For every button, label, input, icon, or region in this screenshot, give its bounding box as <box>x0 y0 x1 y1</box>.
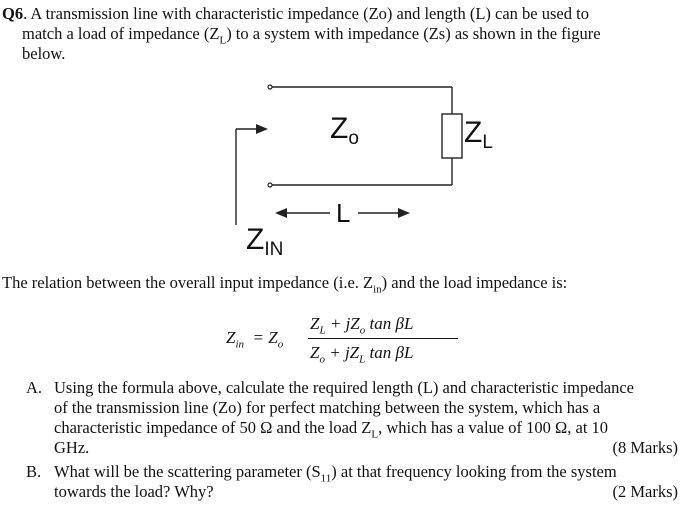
zl-label: $Z_L$ <box>464 116 493 153</box>
relation-sentence: The relation between the overall input impedance (i.e. $Z_{in}$) and the load impedance is: <box>2 273 568 296</box>
question-line-1: Q6. A transmission line with characteristic impedance (Zo) and length (L) can be used to <box>2 4 589 23</box>
bottom-terminal <box>268 183 272 187</box>
item-b-line-2: towards the load? Why? <box>54 482 214 501</box>
length-arrow-right-head <box>398 208 410 218</box>
item-b-letter: B. <box>26 462 42 481</box>
question-number: Q6 <box>2 4 24 23</box>
item-a-marks: (8 Marks) <box>612 438 678 457</box>
formula-denominator: $Z_o + jZ_L$ tan βL <box>310 343 414 366</box>
formula-numerator: $Z_L + jZ_o$ tan βL <box>310 314 414 337</box>
length-label: L <box>336 198 351 228</box>
question-line-2: match a load of impedance $(Z_L)$ to a system with impedance (Zs) as shown in the figure <box>22 24 601 47</box>
item-a-line-2: of the transmission line (Zo) for perfect matching between the system, which has a <box>54 398 601 417</box>
item-b-line-1: What will be the scattering parameter $(S_{11})$ at that frequency looking from the system <box>54 462 617 485</box>
zin-label: $Z_{IN}$ <box>246 223 284 260</box>
question-line-3: below. <box>22 44 66 63</box>
item-a-line-4: GHz. <box>54 438 90 457</box>
top-terminal <box>268 85 272 89</box>
formula-lhs: $Z_{in} = Z_o$ <box>226 328 284 351</box>
zo-label: $Z_o$ <box>330 112 359 149</box>
item-b-marks: (2 Marks) <box>612 482 678 501</box>
item-a-line-1: Using the formula above, calculate the required length (L) and characteristic impedance <box>54 378 634 397</box>
zin-arrow-head <box>256 124 268 134</box>
load-resistor <box>442 114 462 158</box>
item-a-letter: A. <box>26 378 43 397</box>
fraction-bar <box>308 338 458 339</box>
item-a-line-3: characteristic impedance of 50 Ω and the load $Z_L$, which has a value of 100 Ω, at 10 <box>54 418 609 441</box>
length-arrow-left-head <box>275 208 287 218</box>
